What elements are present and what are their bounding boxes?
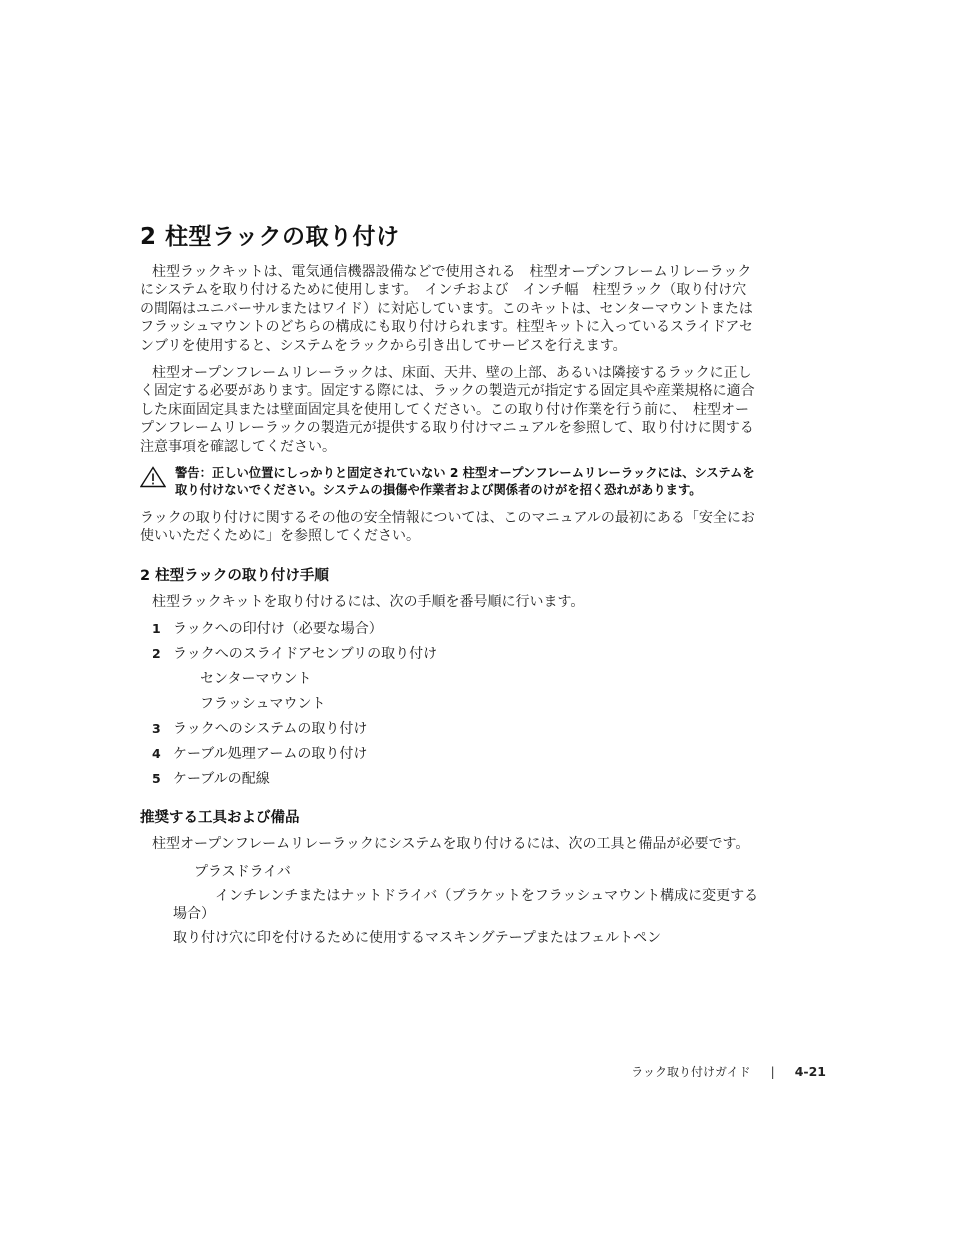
procedure-intro: 柱型ラックキットを取り付けるには、次の手順を番号順に行います。 — [152, 593, 585, 610]
step-text: ラックへの印付け（必要な場合） — [173, 621, 383, 638]
intro-paragraph-1: 柱型ラックキットは、電気通信機器設備などで使用される 柱型オープンフレームリレーラックにシステムを取り付けるために使用します。 インチおよび インチ幅 柱型ラック（取り付け穴の間隔はユニバーサルまたはワイド）に対応しています。このキットは、センターマウントまたはフラッシュマウントのどちらの構成にも取り付けられます。柱型キットに入っているスライドアセンブリを使用すると、システムをラックから引き出してサービスを行えます。 — [140, 264, 754, 354]
step-number: 1 — [152, 621, 161, 637]
step-text: ケーブル処理アームの取り付け — [173, 746, 368, 763]
safety-note: ラックの取り付けに関するその他の安全情報については、このマニュアルの最初にある「安全にお使いいただくために」を参照してください。 — [140, 510, 755, 545]
warning-box — [140, 465, 760, 499]
list-item — [152, 770, 760, 788]
step-text: ラックへのスライドアセンブリの取り付け — [173, 646, 438, 663]
footer-guide-name: ラック取り付けガイド — [631, 1065, 751, 1079]
page-number: 4-21 — [794, 1064, 826, 1079]
tool-item-screwdriver: プラスドライバ — [194, 863, 291, 880]
footer-separator: | — [770, 1064, 775, 1079]
step-number: 4 — [152, 746, 161, 762]
page-content — [140, 218, 760, 953]
substep-center-mount: センターマウント — [200, 671, 312, 688]
intro-paragraph-2: 柱型オープンフレームリレーラックは、床面、天井、壁の上部、あるいは隣接するラックに正しく固定する必要があります。固定する際には、ラックの製造元が指定する固定具や産業規格に適合した床面固定具または壁面固定具を使用してください。この取り付け作業を行う前に、 柱型オープンフレームリレーラックの製造元が提供する取り付けマニュアルを参照して、取り付けに関する注意事項を確認してください。 — [140, 365, 755, 455]
step-number: 2 — [152, 646, 161, 662]
step-number: 5 — [152, 771, 161, 787]
step-text: ケーブルの配線 — [173, 771, 270, 788]
procedure-steps-continued — [140, 720, 760, 788]
page-title: 2 柱型ラックの取り付け — [140, 224, 400, 250]
procedure-heading: 2 柱型ラックの取り付け手順 — [140, 567, 329, 584]
warning-icon — [140, 466, 166, 488]
tool-item-marker: 取り付け穴に印を付けるために使用するマスキングテープまたはフェルトペン — [173, 929, 662, 946]
list-item — [152, 620, 760, 638]
procedure-steps — [140, 620, 760, 663]
step-number: 3 — [152, 721, 161, 737]
substep-flush-mount: フラッシュマウント — [200, 696, 326, 713]
page-footer — [631, 1063, 826, 1080]
tools-intro: 柱型オープンフレームリレーラックにシステムを取り付けるには、次の工具と備品が必要です。 — [152, 836, 750, 853]
warning-text: 警告：正しい位置にしっかりと固定されていない 2 柱型オープンフレームリレーラックには、システムを取り付けないでください。システムの損傷や作業者および関係者のけがを招く恐れがあります。 — [175, 466, 755, 498]
tool-item-wrench: インチレンチまたはナットドライバ（ブラケットをフラッシュマウント構成に変更する場合） — [173, 887, 759, 922]
step-text: ラックへのシステムの取り付け — [173, 721, 368, 738]
list-item — [152, 645, 760, 663]
list-item — [152, 745, 760, 763]
tools-heading: 推奨する工具および備品 — [140, 810, 300, 827]
list-item — [152, 720, 760, 738]
